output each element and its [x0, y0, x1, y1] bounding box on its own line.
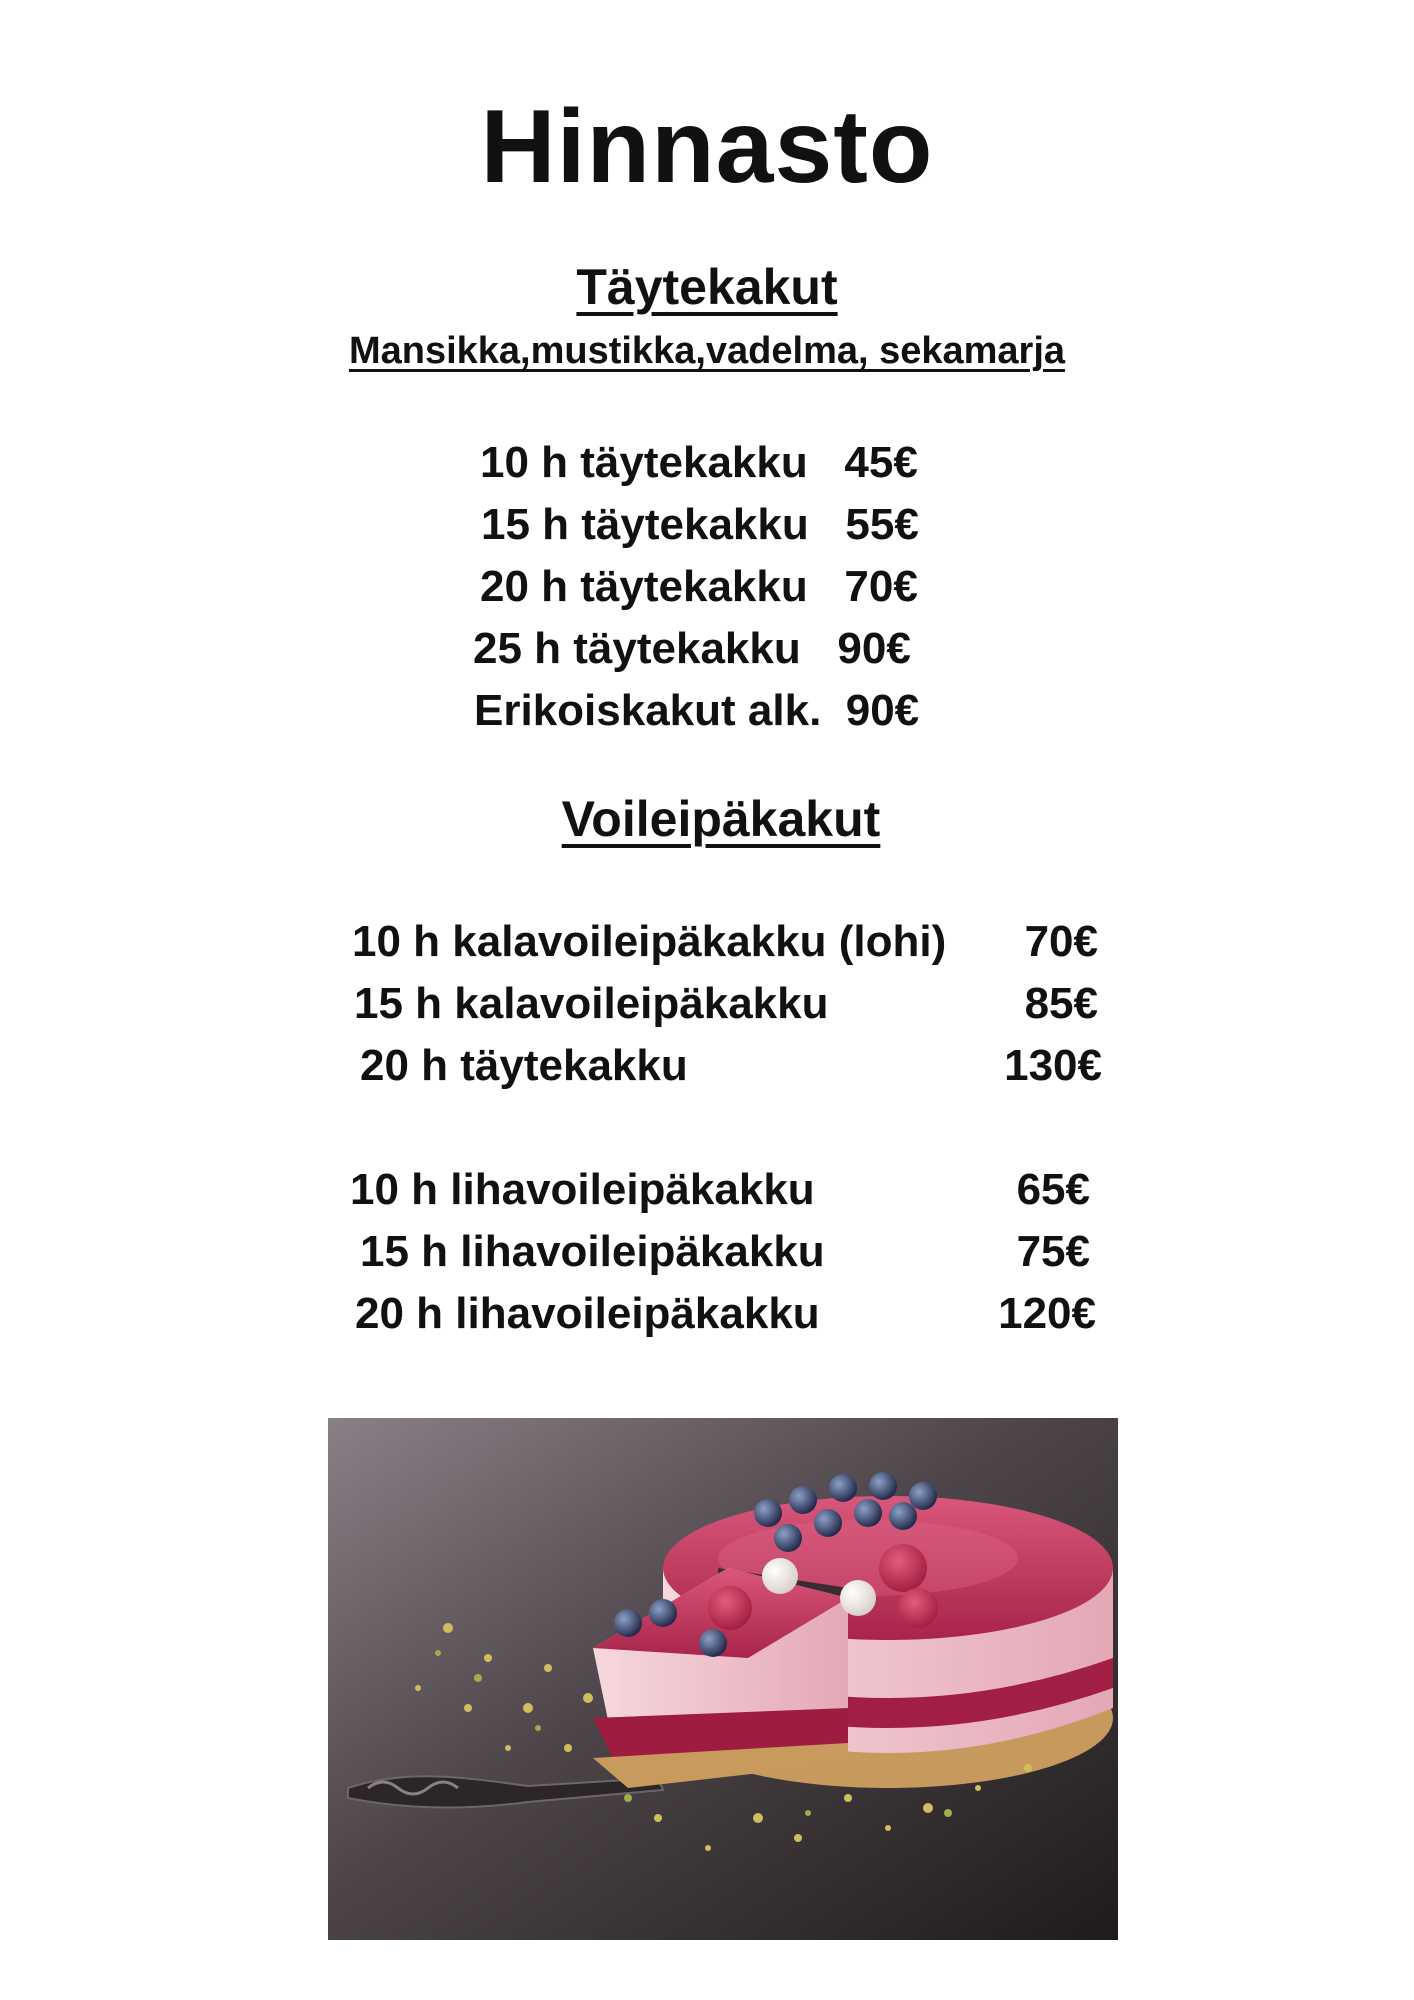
- cake-illustration: [328, 1418, 1118, 1940]
- section-heading-voileipakakut: Voileipäkakut: [561, 791, 881, 847]
- item-name: 10 h lihavoileipäkakku: [350, 1165, 815, 1214]
- page-title: Hinnasto: [480, 89, 934, 205]
- item-price: 120€: [998, 1289, 1096, 1338]
- item-price: 70€: [1024, 917, 1098, 966]
- item-price: 85€: [1024, 979, 1098, 1028]
- item-price: 75€: [1016, 1227, 1090, 1276]
- item-name: 20 h lihavoileipäkakku: [355, 1289, 820, 1338]
- price-line: 25 h täytekakku 90€: [473, 624, 911, 673]
- price-line: 15 h täytekakku 55€: [481, 500, 919, 549]
- price-line: 10 h täytekakku 45€: [480, 438, 918, 487]
- item-name: 20 h täytekakku: [360, 1041, 688, 1090]
- item-price: 130€: [1004, 1041, 1102, 1090]
- section-heading-taytekakut: Täytekakut: [576, 259, 838, 315]
- item-price: 65€: [1016, 1165, 1090, 1214]
- flavor-list: Mansikka,mustikka,vadelma, sekamarja: [348, 330, 1066, 372]
- price-line: 20 h täytekakku 70€: [480, 562, 918, 611]
- item-name: 10 h kalavoileipäkakku (lohi): [352, 917, 947, 966]
- price-line: Erikoiskakut alk. 90€: [474, 686, 920, 735]
- item-name: 15 h lihavoileipäkakku: [360, 1227, 825, 1276]
- cake-photo: [328, 1418, 1118, 1940]
- item-name: 15 h kalavoileipäkakku: [354, 979, 829, 1028]
